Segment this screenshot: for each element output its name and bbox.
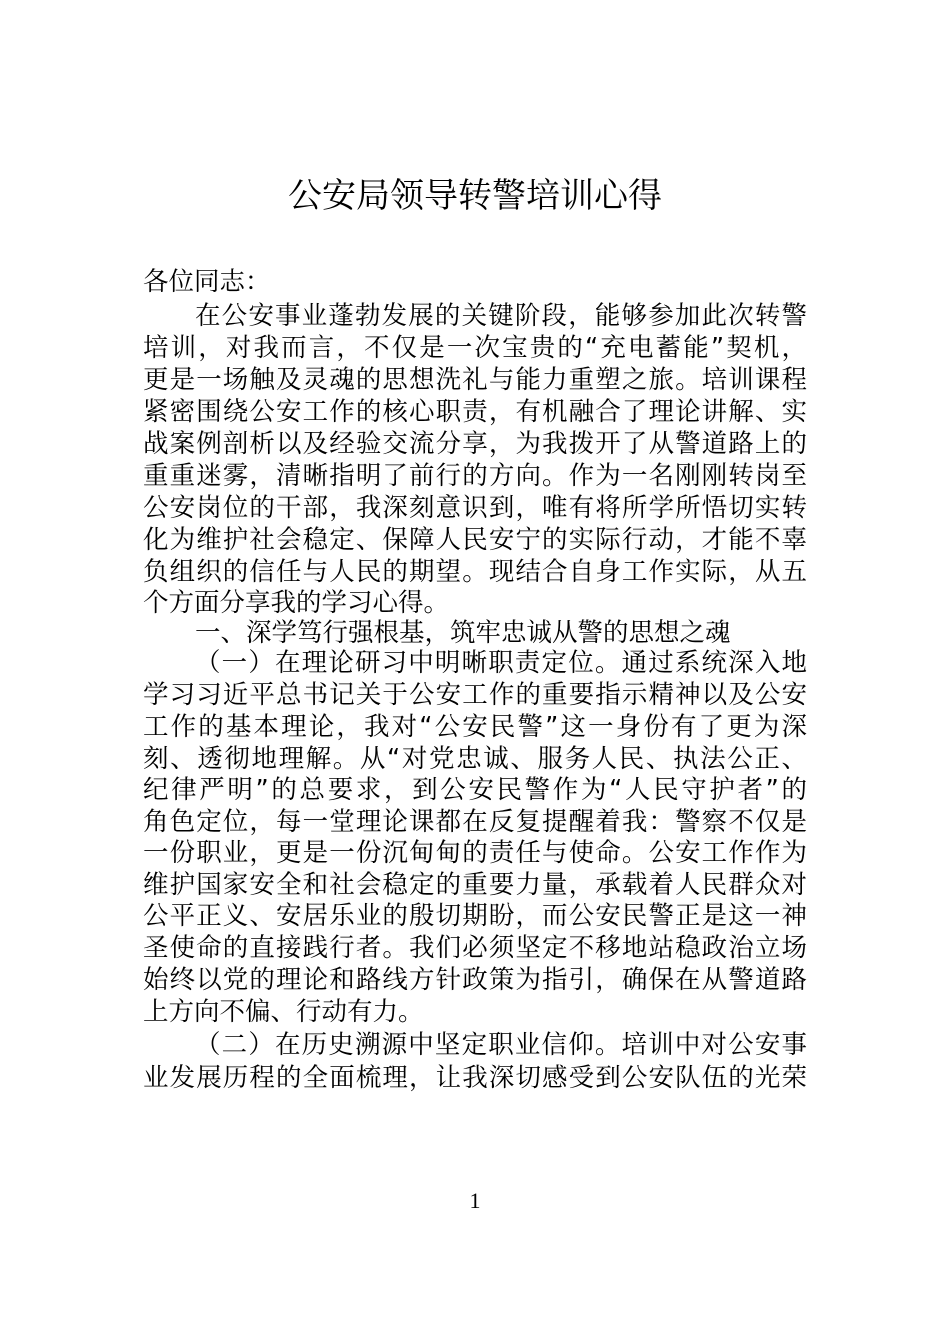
paragraph-line: 各位同志： — [143, 267, 271, 297]
paragraph-line: 化为维护社会稳定、保障人民安宁的实际行动，才能不辜 — [143, 525, 807, 555]
paragraph-line: （二）在历史溯源中坚定职业信仰。培训中对公安事 — [195, 1030, 807, 1060]
paragraph-line: 刻、透彻地理解。从“对党忠诚、服务人民、执法公正、 — [143, 744, 807, 774]
document-title: 公安局领导转警培训心得 — [288, 176, 662, 216]
page-number: 1 — [469, 1188, 481, 1213]
section-heading: 一、深学笃行强根基，筑牢忠诚从警的思想之魂 — [195, 618, 731, 648]
paragraph-line: 个方面分享我的学习心得。 — [143, 588, 450, 618]
paragraph-line: 负组织的信任与人民的期望。现结合自身工作实际，从五 — [143, 557, 807, 587]
paragraph-line: 更是一场触及灵魂的思想洗礼与能力重塑之旅。培训课程 — [143, 365, 807, 395]
paragraph-line: 角色定位，每一堂理论课都在反复提醒着我：警察不仅是 — [143, 807, 807, 837]
paragraph-line: 重重迷雾，清晰指明了前行的方向。作为一名刚刚转岗至 — [143, 461, 807, 491]
paragraph-line: 战案例剖析以及经验交流分享，为我拨开了从警道路上的 — [143, 429, 807, 459]
paragraph-line: 一份职业，更是一份沉甸甸的责任与使命。公安工作作为 — [143, 838, 807, 868]
paragraph-line: 维护国家安全和社会稳定的重要力量，承载着人民群众对 — [143, 870, 807, 900]
paragraph-line: 圣使命的直接践行者。我们必须坚定不移地站稳政治立场 — [143, 933, 807, 963]
paragraph-line: （一）在理论研习中明晰职责定位。通过系统深入地 — [195, 648, 807, 678]
paragraph-line: 紧密围绕公安工作的核心职责，有机融合了理论讲解、实 — [143, 397, 807, 427]
paragraph-line: 学习习近平总书记关于公安工作的重要指示精神以及公安 — [143, 680, 807, 710]
paragraph-line: 公平正义、安居乐业的殷切期盼，而公安民警正是这一神 — [143, 901, 807, 931]
paragraph-line: 纪律严明”的总要求，到公安民警作为“人民守护者”的 — [143, 775, 807, 805]
paragraph-line: 公安岗位的干部，我深刻意识到，唯有将所学所悟切实转 — [143, 493, 807, 523]
paragraph-line: 始终以党的理论和路线方针政策为指引，确保在从警道路 — [143, 965, 807, 995]
paragraph-line: 上方向不偏、行动有力。 — [143, 997, 424, 1027]
paragraph-line: 在公安事业蓬勃发展的关键阶段，能够参加此次转警 — [195, 301, 807, 331]
paragraph-line: 业发展历程的全面梳理，让我深切感受到公安队伍的光荣 — [143, 1063, 807, 1093]
paragraph-line: 培训，对我而言，不仅是一次宝贵的“充电蓄能”契机， — [143, 333, 807, 363]
paragraph-line: 工作的基本理论，我对“公安民警”这一身份有了更为深 — [143, 712, 807, 742]
